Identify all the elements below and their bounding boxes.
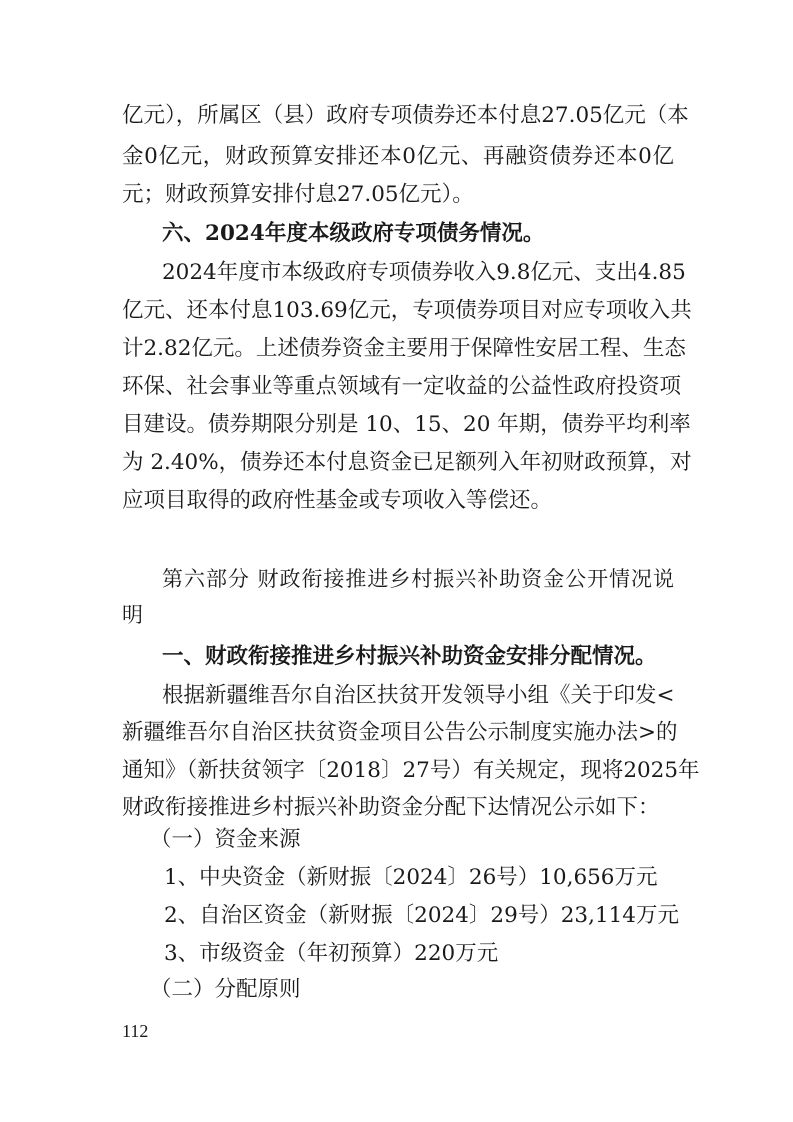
body-text-line: 通知》（新扶贫领字〔2018〕27号）有关规定，现将2025年 [122, 758, 700, 783]
list-heading: （一）资金来源 [150, 827, 301, 852]
list-item: 2、自治区资金（新财振〔2024〕29号）23,114万元 [164, 903, 679, 928]
body-text-line: 应项目取得的政府性基金或专项收入等偿还。 [122, 488, 553, 513]
section-heading: 六、2024年度本级政府专项债务情况。 [162, 221, 545, 246]
body-text-line: 2024年度市本级政府专项债券收入9.8亿元、支出4.85 [162, 260, 686, 285]
part-title-continued: 明 [122, 603, 143, 627]
body-text-line: 亿元、还本付息103.69亿元，专项债券项目对应专项收入共 [122, 298, 692, 323]
subsection-heading: 一、财政衔接推进乡村振兴补助资金安排分配情况。 [162, 644, 657, 669]
list-item: 3、市级资金（年初预算）220万元 [164, 941, 499, 966]
body-text-line: 为 2.40%，债券还本付息资金已足额列入年初财政预算，对 [122, 450, 692, 475]
body-text-line: 财政衔接推进乡村振兴补助资金分配下达情况公示如下： [122, 795, 660, 820]
list-heading: （二）分配原则 [150, 977, 301, 1002]
body-text-line: 亿元），所属区（县）政府专项债券还本付息27.05亿元（本 [122, 103, 689, 128]
body-text-line: 金0亿元，财政预算安排还本0亿元、再融资债券还本0亿 [122, 144, 674, 169]
body-text-line: 元；财政预算安排付息27.05亿元）。 [122, 182, 474, 207]
body-text-line: 根据新疆维吾尔自治区扶贫开发领导小组《关于印发< [162, 683, 675, 708]
body-text-line: 计2.82亿元。上述债券资金主要用于保障性安居工程、生态 [122, 336, 686, 361]
part-title: 第六部分 财政衔接推进乡村振兴补助资金公开情况说 [162, 567, 674, 591]
body-text-line: 目建设。债券期限分别是 10、15、20 年期，债券平均利率 [122, 412, 691, 437]
body-text-line: 新疆维吾尔自治区扶贫资金项目公告公示制度实施办法>的 [122, 720, 678, 745]
page-number: 112 [122, 1021, 149, 1041]
list-item: 1、中央资金（新财振〔2024〕26号）10,656万元 [164, 865, 658, 890]
body-text-line: 环保、社会事业等重点领域有一定收益的公益性政府投资项 [122, 374, 682, 399]
